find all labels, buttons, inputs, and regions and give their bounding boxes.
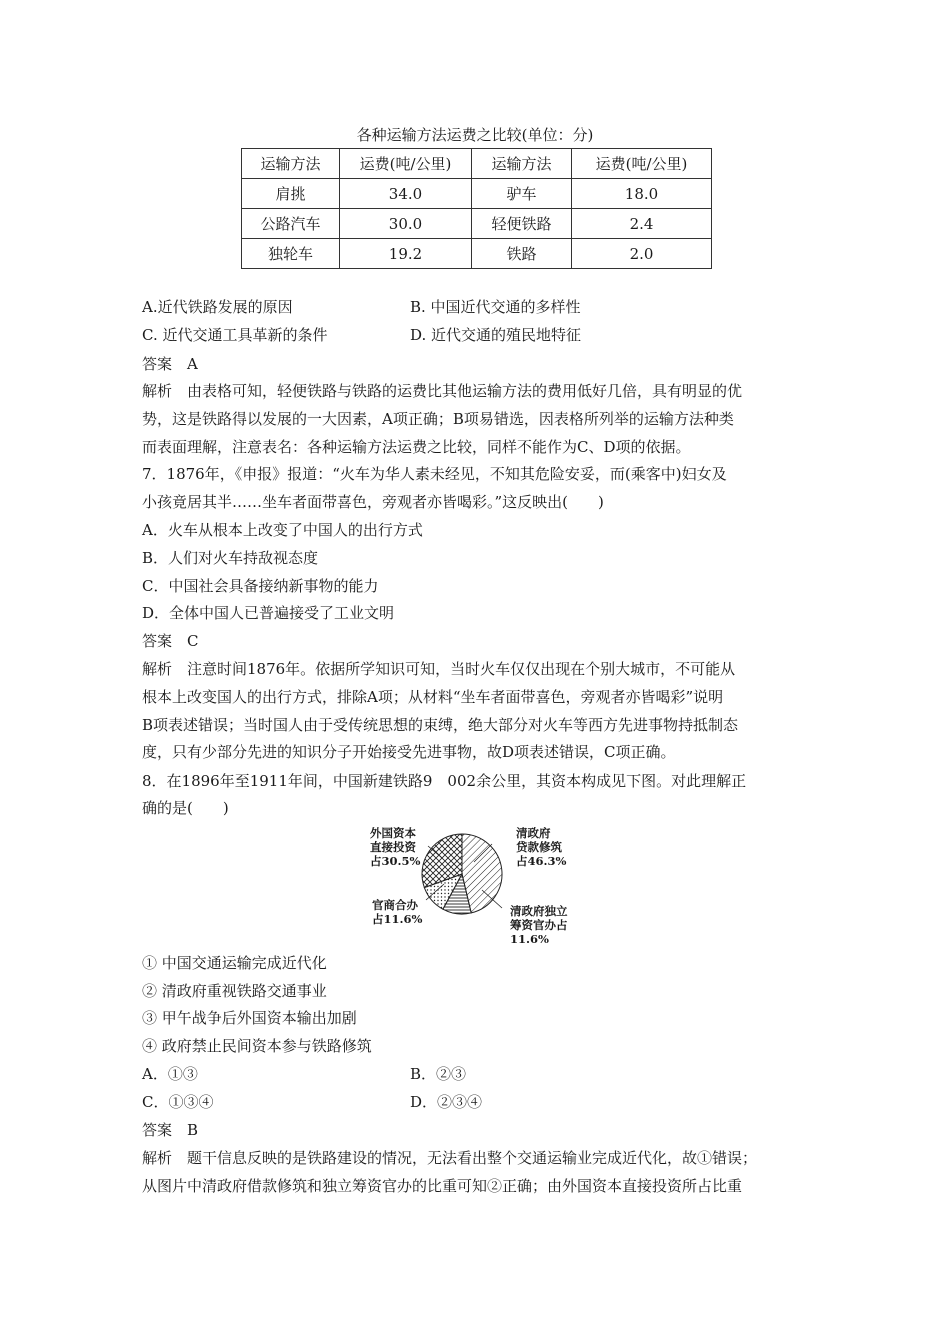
q8-option-c: C．①③④	[142, 1093, 214, 1111]
freight-cost-table	[241, 148, 712, 269]
pie-label-line: 贷款修筑	[516, 840, 562, 854]
table-cell: 铁路	[472, 239, 572, 269]
table-header: 运费(吨/公里)	[572, 149, 712, 179]
q8-option-a: A．①③	[142, 1065, 198, 1083]
q8-statement-2: ② 清政府重视铁路交通事业	[142, 982, 327, 1000]
table-header: 运费(吨/公里)	[340, 149, 472, 179]
table-cell: 2.4	[572, 209, 712, 239]
q6-explanation-line: 势，这是铁路得以发展的一大因素，A项正确；B项易错选，因表格所列举的运输方法种类	[142, 410, 734, 428]
pie-label-line: 占11.6%	[372, 912, 423, 926]
pie-label-line: 占46.3%	[516, 854, 567, 868]
q7-option-b: B．人们对火车持敌视态度	[142, 549, 319, 567]
table-header-row	[242, 149, 712, 179]
q7-option-c: C．中国社会具备接纳新事物的能力	[142, 577, 379, 595]
table-caption: 各种运输方法运费之比较(单位：分)	[356, 126, 594, 144]
table-row	[242, 209, 712, 239]
q7-option-a: A．火车从根本上改变了中国人的出行方式	[142, 521, 423, 539]
q8-answer: 答案 B	[142, 1121, 199, 1139]
q8-statement-4: ④ 政府禁止民间资本参与铁路修筑	[142, 1037, 372, 1055]
pie-label-line: 清政府独立	[510, 904, 568, 918]
table-cell: 34.0	[340, 179, 472, 209]
table-header: 运输方法	[242, 149, 340, 179]
q8-statement-3: ③ 甲午战争后外国资本输出加剧	[142, 1009, 357, 1027]
q7-explanation-line: 根本上改变国人的出行方式，排除A项；从材料“坐车者面带喜色，旁观者亦皆喝彩”说明	[142, 688, 724, 706]
q8-explanation-line: 解析 题干信息反映的是铁路建设的情况，无法看出整个交通运输业完成近代化，故①错误；	[142, 1149, 758, 1167]
q7-explanation-line: B项表述错误；当时国人由于受传统思想的束缚，绝大部分对火车等西方先进事物持抵制态	[142, 716, 739, 734]
q6-answer: 答案 A	[142, 355, 198, 373]
q8-explanation-line: 从图片中清政府借款修筑和独立筹资官办的比重可知②正确；由外国资本直接投资所占比重	[142, 1177, 743, 1195]
q6-option-c: C. 近代交通工具革新的条件	[142, 326, 328, 344]
table-cell: 19.2	[340, 239, 472, 269]
q6-option-a: A.近代铁路发展的原因	[142, 298, 293, 316]
table-row	[242, 239, 712, 269]
q7-stem-line: 7．1876年，《申报》报道：“火车为华人素未经见，不知其危险安妥，而(乘客中)妇女及	[142, 465, 727, 483]
q7-option-d: D．全体中国人已普遍接受了工业文明	[142, 604, 395, 622]
pie-label-foreign	[370, 826, 420, 868]
pie-label-line: 11.6%	[510, 932, 549, 946]
pie-label-qing-self	[510, 904, 568, 946]
q7-stem-line: 小孩竟居其半……坐车者面带喜色，旁观者亦皆喝彩。”这反映出( )	[142, 493, 604, 511]
q7-explanation-line: 解析 注意时间1876年。依据所学知识可知，当时火车仅仅出现在个别大城市，不可能从	[142, 660, 736, 678]
q8-stem-line: 8．在1896年至1911年间，中国新建铁路9 002余公里，其资本构成见下图。对此理解正	[142, 772, 747, 790]
pie-label-line: 外国资本	[370, 826, 416, 840]
q8-statement-1: ① 中国交通运输完成近代化	[142, 954, 327, 972]
q6-option-b: B. 中国近代交通的多样性	[410, 298, 581, 316]
pie-label-qing-loan	[516, 826, 566, 868]
table-cell: 18.0	[572, 179, 712, 209]
q7-explanation-line: 度，只有少部分先进的知识分子开始接受先进事物，故D项表述错误，C项正确。	[142, 743, 676, 761]
table-cell: 驴车	[472, 179, 572, 209]
q6-explanation-line: 解析 由表格可知，轻便铁路与铁路的运费比其他运输方法的费用低好几倍，具有明显的优	[142, 382, 743, 400]
capital-structure-pie-chart	[370, 822, 590, 946]
table-cell: 轻便铁路	[472, 209, 572, 239]
table-cell: 公路汽车	[242, 209, 340, 239]
table-cell: 独轮车	[242, 239, 340, 269]
q7-answer: 答案 C	[142, 632, 199, 650]
pie-label-line: 直接投资	[370, 840, 416, 854]
table-row	[242, 179, 712, 209]
pie-label-joint	[372, 898, 422, 926]
pie-label-line: 清政府	[516, 826, 551, 840]
table-cell: 30.0	[340, 209, 472, 239]
pie-label-line: 占30.5%	[370, 854, 421, 868]
q8-option-d: D．②③④	[410, 1093, 483, 1111]
q8-stem-line: 确的是( )	[142, 799, 229, 817]
table-cell: 2.0	[572, 239, 712, 269]
q6-explanation-line: 而表面理解，注意表名：各种运输方法运费之比较，同样不能作为C、D项的依据。	[142, 438, 691, 456]
pie-label-line: 筹资官办占	[510, 918, 568, 932]
q8-option-b: B．②③	[410, 1065, 467, 1083]
q6-option-d: D. 近代交通的殖民地特征	[410, 326, 582, 344]
pie-label-line: 官商合办	[372, 898, 418, 912]
table-header: 运输方法	[472, 149, 572, 179]
table-cell: 肩挑	[242, 179, 340, 209]
